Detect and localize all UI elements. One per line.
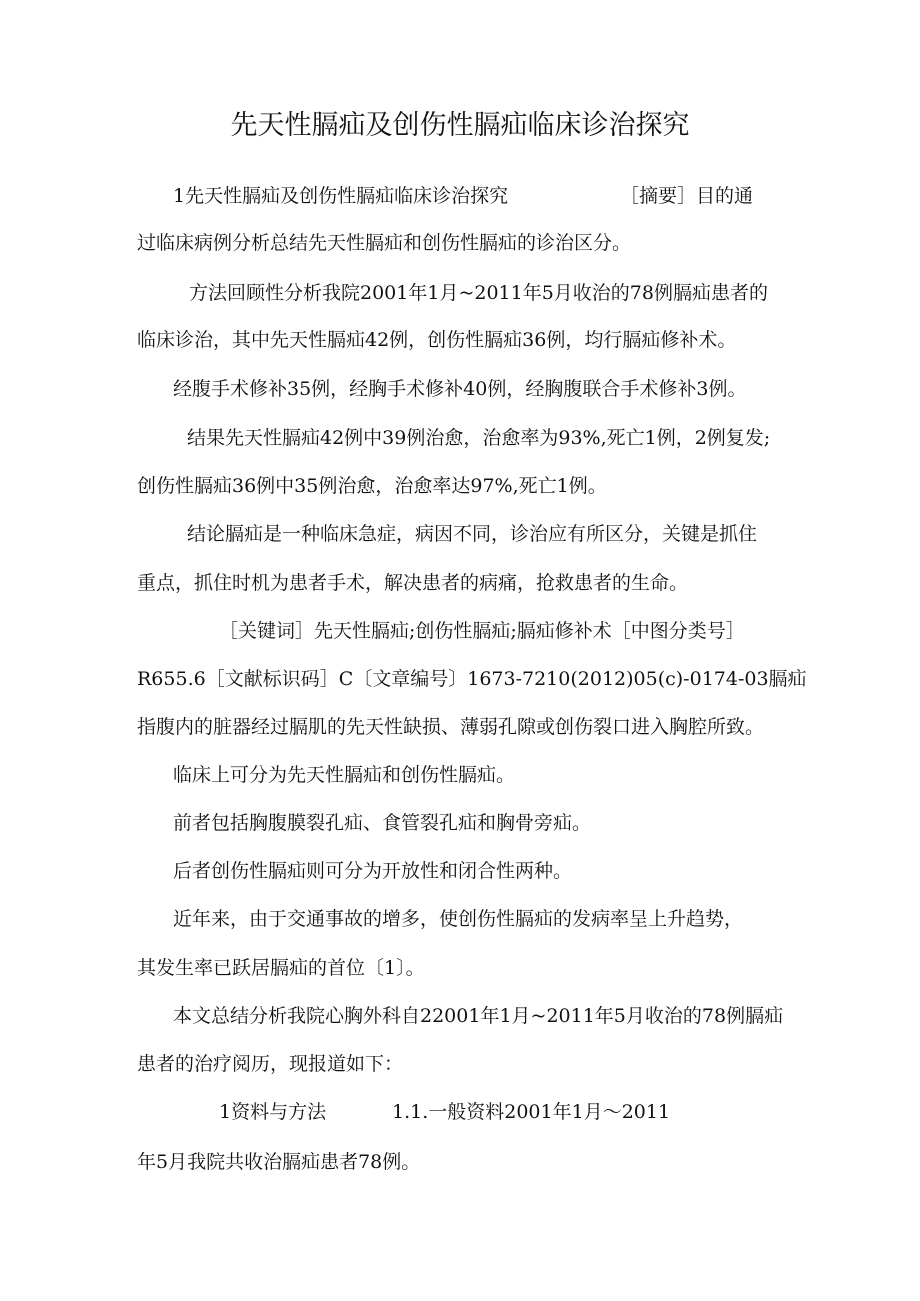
paragraph-line: 前者包括胸腹膜裂孔疝、食管裂孔疝和胸骨旁疝。 <box>173 812 592 834</box>
paragraph-line: 创伤性膈疝36例中35例治愈，治愈率达97%,死亡1例。 <box>137 475 607 497</box>
paragraph-line: 结果先天性膈疝42例中39例治愈，治愈率为93%,死亡1例，2例复发; <box>187 427 771 449</box>
paragraph-line: 1先天性膈疝及创伤性膈疝临床诊治探究 <box>173 185 509 207</box>
paragraph-line: ［关键词］先天性膈疝;创伤性膈疝;膈疝修补术［中图分类号］ <box>219 620 745 642</box>
paragraph-line: 年5月我院共收治膈疝患者78例。 <box>137 1151 421 1173</box>
paragraph-line: 过临床病例分析总结先天性膈疝和创伤性膈疝的诊治区分。 <box>137 232 632 254</box>
paragraph-line: 临床上可分为先天性膈疝和创伤性膈疝。 <box>173 764 516 786</box>
paragraph-line: 重点，抓住时机为患者手术，解决患者的病痛，抢救患者的生命。 <box>137 572 689 594</box>
paragraph-line: 1.1.一般资料2001年1月～2011 <box>392 1101 671 1123</box>
paragraph-line: 患者的治疗阅历，现报道如下： <box>137 1053 404 1075</box>
paragraph-line: 近年来，由于交通事故的增多，使创伤性膈疝的发病率呈上升趋势， <box>173 908 744 930</box>
paragraph-line: 结论膈疝是一种临床急症，病因不同，诊治应有所区分，关键是抓住 <box>187 523 758 545</box>
paragraph-line: 后者创伤性膈疝则可分为开放性和闭合性两种。 <box>173 860 573 882</box>
document-title: 先天性膈疝及创伤性膈疝临床诊治探究 <box>230 110 690 141</box>
paragraph-line: 经腹手术修补35例，经胸手术修补40例，经胸腹联合手术修补3例。 <box>173 378 747 400</box>
paragraph-line: ［摘要］目的通 <box>620 185 754 207</box>
paragraph-line: 指腹内的脏器经过膈肌的先天性缺损、薄弱孔隙或创伤裂口进入胸腔所致。 <box>137 716 765 738</box>
paragraph-line: 本文总结分析我院心胸外科自22001年1月~2011年5月收治的78例膈疝 <box>173 1005 784 1027</box>
paragraph-line: 临床诊治，其中先天性膈疝42例，创伤性膈疝36例，均行膈疝修补术。 <box>137 329 737 351</box>
section-heading: 1资料与方法 <box>219 1101 327 1123</box>
paragraph-line: 其发生率已跃居膈疝的首位〔1〕。 <box>137 957 425 979</box>
paragraph-line: R655.6［文献标识码］C〔文章编号〕1673-7210(2012)05(c)-0174-03膈疝 <box>137 668 807 690</box>
paragraph-line: 方法回顾性分析我院2001年1月~2011年5月收治的78例膈疝患者的 <box>189 282 768 304</box>
